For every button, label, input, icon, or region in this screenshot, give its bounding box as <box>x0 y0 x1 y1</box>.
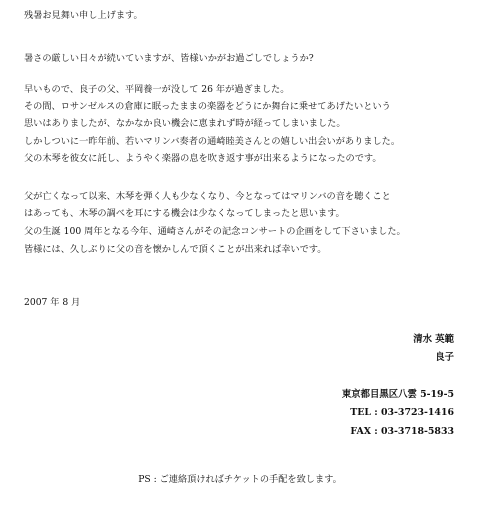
paragraph1-line3: 思いはありましたが、なかなか良い機会に恵まれず時が経ってしまいました。 <box>24 118 346 129</box>
letter-date: 2007 年 8 月 <box>24 297 81 308</box>
opening-line: 残暑お見舞い申し上げます。 <box>24 10 143 21</box>
paragraph2-line3: 父の生誕 100 周年となる今年、通崎さんがその記念コンサートの企画をして下さいました。 <box>24 226 406 237</box>
paragraph1-line5: 父の木琴を彼女に託し、ようやく楽器の息を吹き返す事が出来るようになったのです。 <box>24 153 382 164</box>
greeting-line: 暑さの厳しい日々が続いていますが、皆様いかがお過ごしでしょうか? <box>24 53 314 64</box>
paragraph1-line4: しかしついに一昨年前、若いマリンバ奏者の通崎睦美さんとの嬉しい出会いがありました。 <box>24 136 401 147</box>
postscript: PS : ご連絡頂ければチケットの手配を致します。 <box>138 474 342 485</box>
paragraph2-line2: はあっても、木琴の調べを耳にする機会は少なくなってしまったと思います。 <box>24 208 345 219</box>
sender-name-secondary: 良子 <box>435 352 454 363</box>
paragraph2-line1: 父が亡くなって以来、木琴を弾く人も少なくなり、今となってはマリンバの音を聴くこと <box>24 191 391 202</box>
sender-address: 東京都目黒区八雲 5-19-5 <box>341 389 454 400</box>
sender-fax: FAX : 03-3718-5833 <box>350 426 454 437</box>
paragraph2-line4: 皆様には、久しぶりに父の音を懐かしんで頂くことが出来れば幸いです。 <box>24 244 327 255</box>
paragraph1-line2: その間、ロサンゼルスの倉庫に眠ったままの楽器をどうにか舞台に乗せてあげたいという <box>24 101 391 112</box>
sender-name-primary: 清水 英範 <box>413 334 454 345</box>
paragraph1-line1: 早いもので、良子の父、平岡養一が没して 26 年が過ぎました。 <box>24 84 290 95</box>
sender-phone: TEL : 03-3723-1416 <box>350 407 454 418</box>
